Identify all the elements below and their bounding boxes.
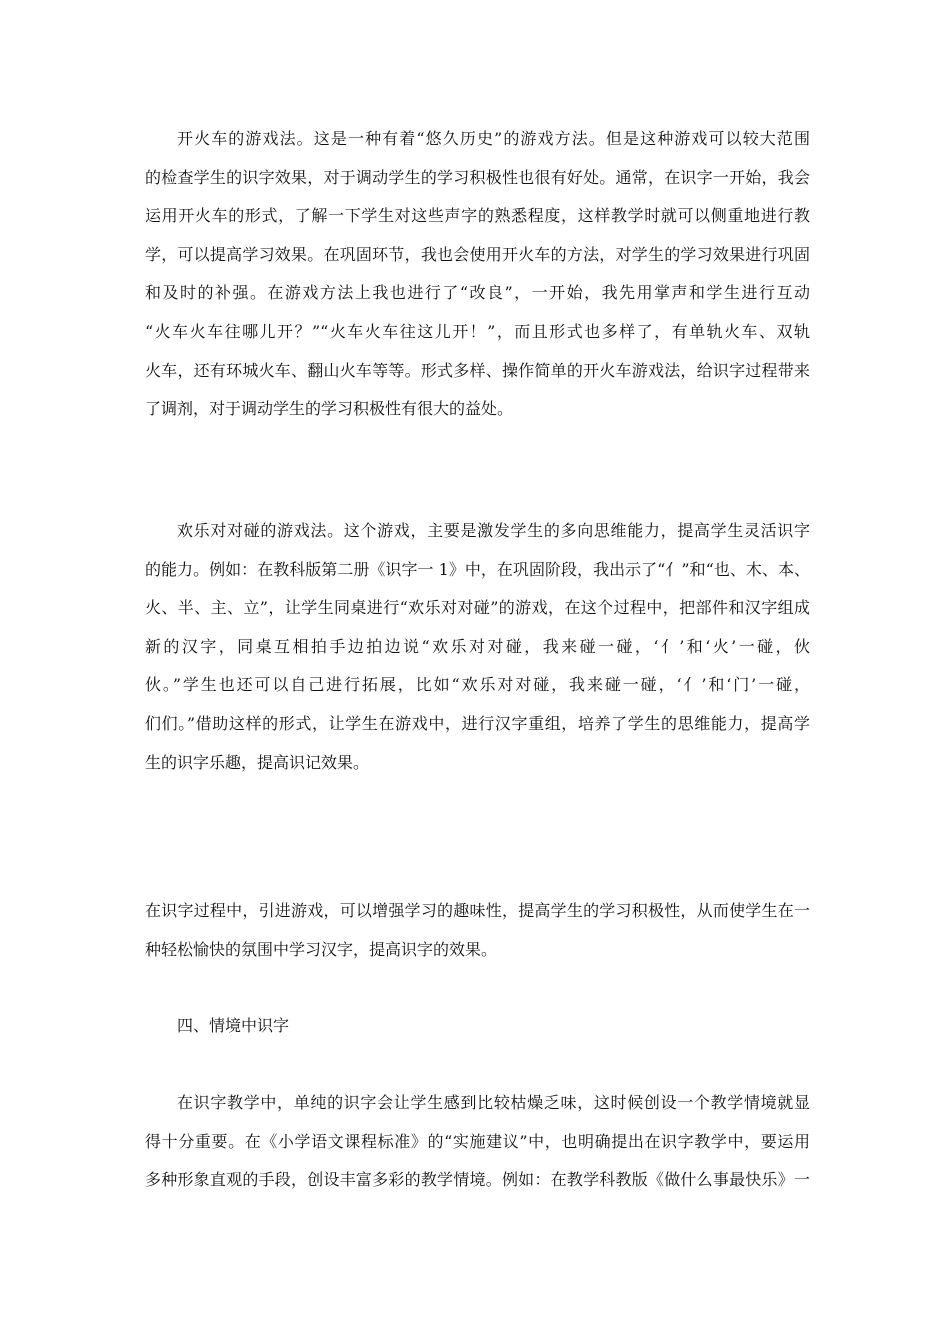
text-line: 得十分重要。在《小学语文课程标准》的“实施建议”中，也明确提出在识字教学中，要运用 — [145, 1131, 810, 1151]
text-line: 在识字教学中，单纯的识字会让学生感到比较枯燥乏味，这时候创设一个教学情境就显 — [177, 1093, 810, 1112]
text-line: 伙。”学生也还可以自己进行拓展，比如“欢乐对对碰，我来碰一碰，‘亻’和‘门’一碰， — [145, 675, 810, 695]
text-line: 的能力。例如：在教科版第二册《识字一 1》中，在巩固阶段，我出示了“亻”和“也、木、本、 — [145, 559, 810, 579]
text-line: 开火车的游戏法。这是一种有着“悠久历史”的游戏方法。但是这种游戏可以较大范围 — [177, 129, 810, 148]
paragraph-situational — [145, 1084, 810, 1200]
text-line: 欢乐对对碰的游戏法。这个游戏，主要是激发学生的多向思维能力，提高学生灵活识字 — [177, 521, 810, 540]
text-line: 火、半、主、立”，让学生同桌进行“欢乐对对碰”的游戏，在这个过程中，把部件和汉字组成 — [145, 598, 810, 618]
text-line: 种轻松愉快的氛围中学习汉字，提高识字的效果。 — [145, 939, 498, 959]
heading-situational-literacy: 四、情境中识字 — [177, 1016, 290, 1035]
text-line: 了调剂，对于调动学生的学习积极性有很大的益处。 — [145, 399, 514, 419]
text-line: 运用开火车的形式，了解一下学生对这些声字的熟悉程度，这样教学时就可以侧重地进行教 — [145, 206, 810, 226]
text-line: 在识字过程中，引进游戏，可以增强学习的趣味性，提高学生的学习积极性，从而使学生在一 — [145, 901, 810, 920]
text-line: 学，可以提高学习效果。在巩固环节，我也会使用开火车的方法，对学生的学习效果进行巩固 — [145, 244, 810, 264]
paragraph-summary — [145, 892, 810, 969]
paragraph-match-game — [145, 512, 810, 782]
text-line: 新的汉字，同桌互相拍手边拍边说“欢乐对对碰，我来碰一碰，‘亻’和‘火’一碰，伙 — [145, 636, 810, 656]
text-line: 和及时的补强。在游戏方法上我也进行了“改良”，一开始，我先用掌声和学生进行互动 — [145, 283, 810, 303]
section-heading — [145, 1007, 810, 1046]
text-line: 多种形象直观的手段，创设丰富多彩的教学情境。例如：在教学科教版《做什么事最快乐》一 — [145, 1170, 810, 1190]
text-line: 们们。”借助这样的形式，让学生在游戏中，进行汉字重组，培养了学生的思维能力，提高学 — [145, 713, 810, 733]
text-line: 火车，还有环城火车、翻山火车等等。形式多样、操作简单的开火车游戏法，给识字过程带来 — [145, 360, 810, 380]
text-line: 的检查学生的识字效果，对于调动学生的学习积极性也很有好处。通常，在识字一开始，我会 — [145, 167, 810, 187]
text-line: 生的识字乐趣，提高识记效果。 — [145, 752, 370, 772]
text-line: “火车火车往哪儿开？”“火车火车往这儿开！”，而且形式也多样了，有单轨火车、双轨 — [145, 321, 810, 341]
paragraph-train-game — [145, 120, 810, 429]
